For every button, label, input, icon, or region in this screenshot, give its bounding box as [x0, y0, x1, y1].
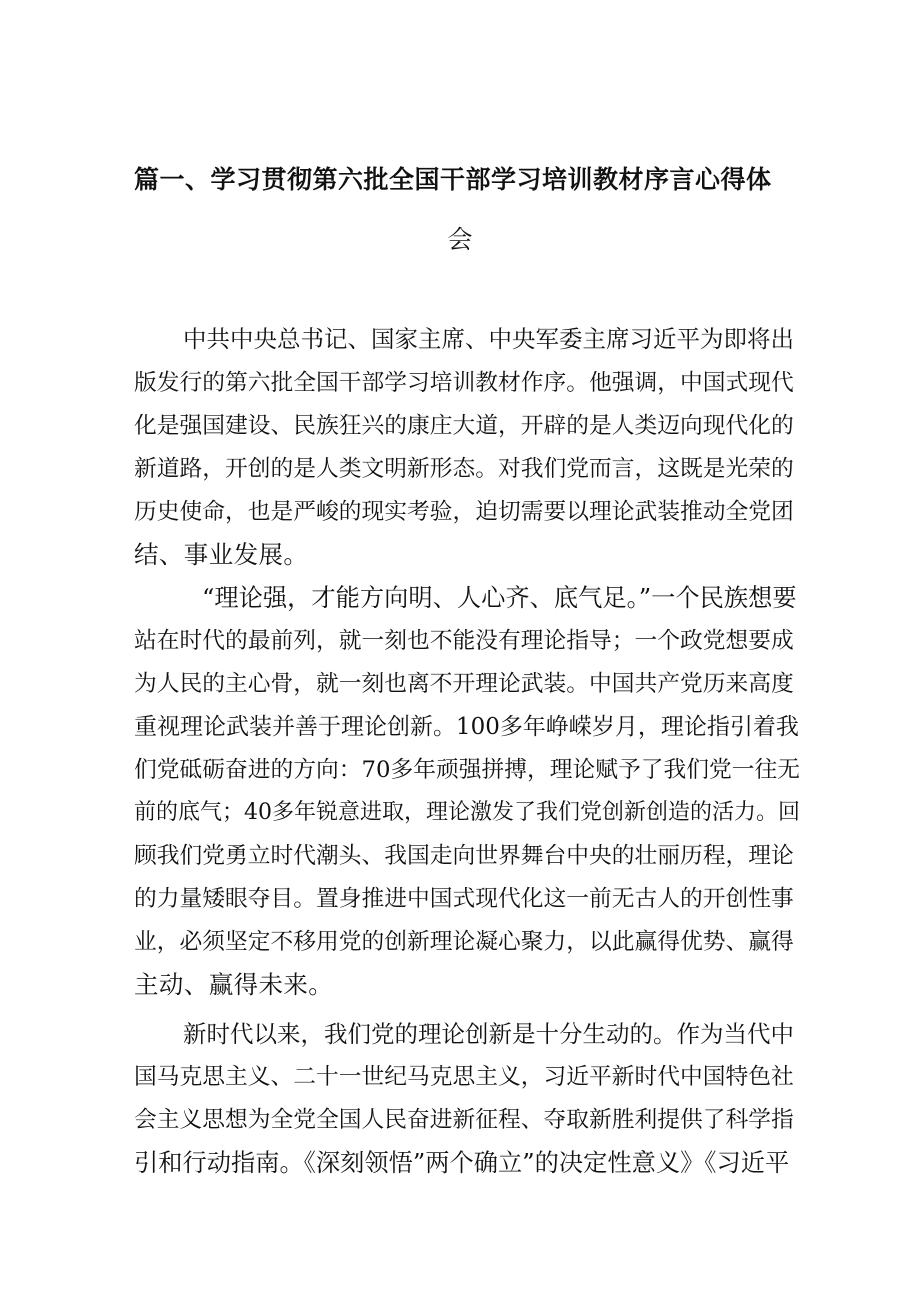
- paragraph-line: 前的底气；40多年锐意进取，理论激发了我们党创新创造的活力。回: [134, 800, 800, 825]
- paragraph-line: 业，必须坚定不移用党的创新理论凝心聚力，以此赢得优势、赢得: [134, 929, 794, 955]
- paragraph-line: 们党砥砺奋进的方向：70多年顽强拼搏，理论赋予了我们党一往无: [134, 757, 800, 783]
- paragraph-line: 为人民的主心骨，就一刻也离不开理论武装。中国共产党历来高度: [134, 671, 794, 697]
- paragraph-line: 会主义思想为全党全国人民奋进新征程、夺取新胜利提供了科学指: [134, 1107, 794, 1133]
- paragraph-line: 版发行的第六批全国干部学习培训教材作序。他强调，中国式现代: [134, 370, 794, 396]
- paragraph-line: 中共中央总书记、国家主席、中央军委主席习近平为即将出: [183, 325, 794, 353]
- paragraph-line: 重视理论武装并善于理论创新。100多年峥嵘岁月，理论指引着我: [134, 714, 799, 740]
- paragraph-line: 主动、赢得未来。: [134, 970, 334, 999]
- paragraph-line: 结、事业发展。: [134, 540, 309, 569]
- paragraph-line: 站在时代的最前列，就一刻也不能没有理论指导；一个政党想要成: [134, 628, 794, 654]
- paragraph-line: 新时代以来，我们党的理论创新是十分生动的。作为当代中: [183, 1020, 794, 1048]
- paragraph-line: “理论强，才能方向明、人心齐、底气足。”一个民族想要: [202, 583, 797, 612]
- paragraph-line: 化是强国建设、民族狂兴的康庄大道，开辟的是人类迈向现代化的: [134, 413, 794, 439]
- paragraph-line: 国马克思主义、二十一世纪马克思主义，习近平新时代中国特色社: [134, 1064, 794, 1090]
- document-title: 篇一、学习贯彻第六批全国干部学习培训教材序言心得体: [134, 165, 772, 194]
- paragraph-line: 新道路，开创的是人类文明新形态。对我们党而言，这既是光荣的: [134, 456, 794, 482]
- paragraph-line: 引和行动指南。《深刻领悟”两个确立”的决定性意义》《习近平: [134, 1148, 790, 1177]
- document-title-continuation: 会: [447, 225, 473, 254]
- paragraph-line: 历史使命，也是严峻的现实考验，迫切需要以理论武装推动全党团: [134, 499, 794, 525]
- paragraph-line: 顾我们党勇立时代潮头、我国走向世界舞台中央的壮丽历程，理论: [134, 843, 794, 869]
- paragraph-line: 的力量矮眼夺目。置身推进中国式现代化这一前无古人的开创性事: [134, 886, 794, 912]
